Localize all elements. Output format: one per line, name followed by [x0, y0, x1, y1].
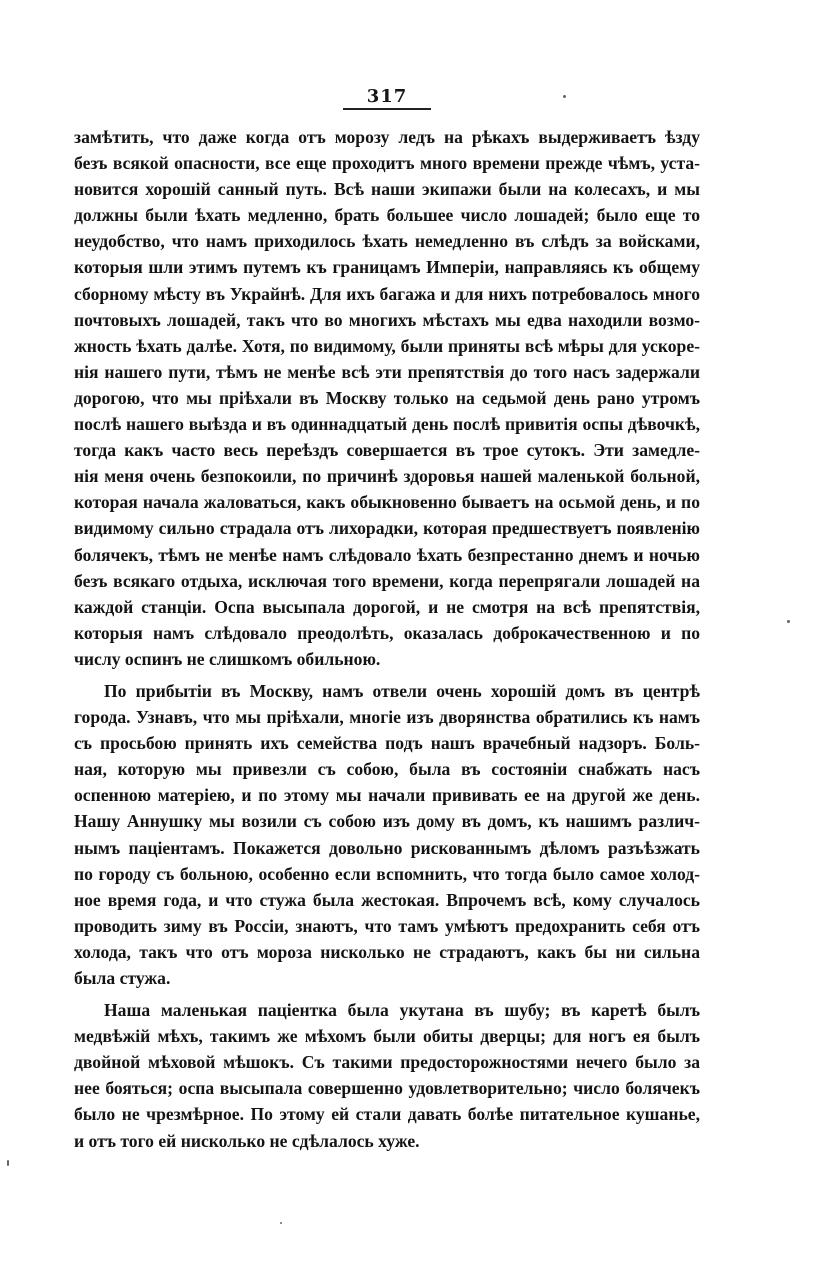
body-text [74, 124, 700, 1154]
text-line: ная, которую мы привезли съ собою, была въ состояніи снабжать насъ [74, 759, 700, 780]
text-line: которыя намъ слѣдовало преодолѣть, оказалась доброкачественною и по [74, 622, 700, 643]
scan-speck [787, 620, 790, 623]
text-line: холода, такъ что отъ мороза нисколько не страдаютъ, какъ бы ни сильна [74, 941, 700, 962]
paragraph-2 [74, 678, 700, 991]
text-line: было не чрезмѣрное. По этому ей стали давать болѣе питательное кушанье, [74, 1104, 700, 1125]
scan-speck [280, 1222, 282, 1224]
paragraph-1 [74, 124, 700, 672]
text-line: жность ѣхать далѣе. Хотя, по видимому, были приняты всѣ мѣры для ускоре- [74, 335, 700, 356]
text-line: по городу съ больною, особенно если вспомнить, что тогда было самое холод- [74, 863, 700, 884]
text-line: была стужа. [74, 968, 171, 988]
text-line: неудобство, что намъ приходилось ѣхать немедленно въ слѣдъ за войсками, [74, 231, 700, 252]
text-line: тогда какъ часто весь переѣздъ совершается въ трое сутокъ. Эти замедле- [74, 440, 700, 461]
text-line: двойной мѣховой мѣшокъ. Съ такими предосторожностями нечего было за [74, 1052, 700, 1073]
text-line: почтовыхъ лошадей, такъ что во многихъ мѣстахъ мы едва находили возмо- [74, 309, 700, 330]
text-line: нымъ паціентамъ. Покажется довольно рискованнымъ дѣломъ разъѣзжать [74, 837, 700, 858]
scan-speck [7, 1160, 9, 1166]
text-line: безъ всякаго отдыха, исключая того времени, когда перепрягали лошадей на [74, 570, 700, 591]
text-line: которыя шли этимъ путемъ къ границамъ Имперіи, направляясь къ общему [74, 257, 700, 278]
text-line: Нашу Аннушку мы возили съ собою изъ дому въ домъ, къ нашимъ различ- [74, 811, 700, 832]
text-line: видимому сильно страдала отъ лихорадки, которая предшествуетъ появленію [74, 518, 700, 539]
page-number: 317 [366, 86, 408, 107]
text-line: оспенною матеріею, и по этому мы начали прививать ее на другой же день. [74, 785, 700, 806]
text-line: Наша маленькая паціентка была укутана въ шубу; въ каретѣ былъ [104, 1000, 700, 1021]
text-line: нія нашего пути, тѣмъ не менѣе всѣ эти препятствія до того насъ задержали [74, 361, 700, 382]
text-line: дорогою, что мы пріѣхали въ Москву только на седьмой день рано утромъ [74, 387, 700, 408]
text-line: нее бояться; оспа высыпала совершенно удовлетворительно; число болячекъ [74, 1078, 700, 1099]
text-line: послѣ нашего выѣзда и въ одиннадцатый день послѣ привитія оспы дѣвочкѣ, [74, 414, 700, 435]
text-line: новится хорошій санный путь. Всѣ наши экипажи были на колесахъ, и мы [74, 179, 700, 200]
text-line: города. Узнавъ, что мы пріѣхали, многіе изъ дворянства обратились къ намъ [74, 707, 700, 728]
text-line: каждой станціи. Оспа высыпала дорогой, и не смотря на всѣ препятствія, [74, 596, 700, 617]
text-line: проводить зиму въ Россіи, знаютъ, что тамъ умѣютъ предохранить себя отъ [74, 915, 700, 936]
text-line: болячекъ, тѣмъ не менѣе намъ слѣдовало ѣхать безпрестанно днемъ и ночью [74, 544, 700, 565]
text-line: ное время года, и что стужа была жестокая. Впрочемъ всѣ, кому случалось [74, 889, 700, 910]
text-line: медвѣжій мѣхъ, такимъ же мѣхомъ были обиты дверцы; для ногъ ея былъ [74, 1026, 700, 1047]
header-rule [343, 108, 431, 110]
text-line: По прибытіи въ Москву, намъ отвели очень хорошій домъ въ центрѣ [104, 680, 700, 701]
text-line: безъ всякой опасности, все еще проходитъ много времени прежде чѣмъ, уста- [74, 153, 700, 174]
text-line: замѣтить, что даже когда отъ морозу ледъ на рѣкахъ выдерживаетъ ѣзду [74, 127, 700, 147]
paragraph-3 [74, 997, 700, 1154]
text-line: которая начала жаловаться, какъ обыкновенно бываетъ на осьмой день, и по [74, 492, 700, 513]
text-line: должны были ѣхать медленно, брать большее число лошадей; было еще то [74, 205, 700, 226]
text-line: съ просьбою принять ихъ семейства подъ нашъ врачебный надзоръ. Боль- [74, 733, 700, 754]
text-line: нія меня очень безпокоили, по причинѣ здоровья нашей маленькой больной, [74, 466, 700, 487]
text-line: числу оспинъ не слишкомъ обильною. [74, 648, 381, 669]
text-line: сборному мѣсту въ Украйнѣ. Для ихъ багажа и для нихъ потребовалось много [74, 283, 700, 304]
scan-speck [563, 95, 566, 98]
text-line: и отъ того ей нисколько не сдѣлалось хуже. [74, 1130, 420, 1151]
